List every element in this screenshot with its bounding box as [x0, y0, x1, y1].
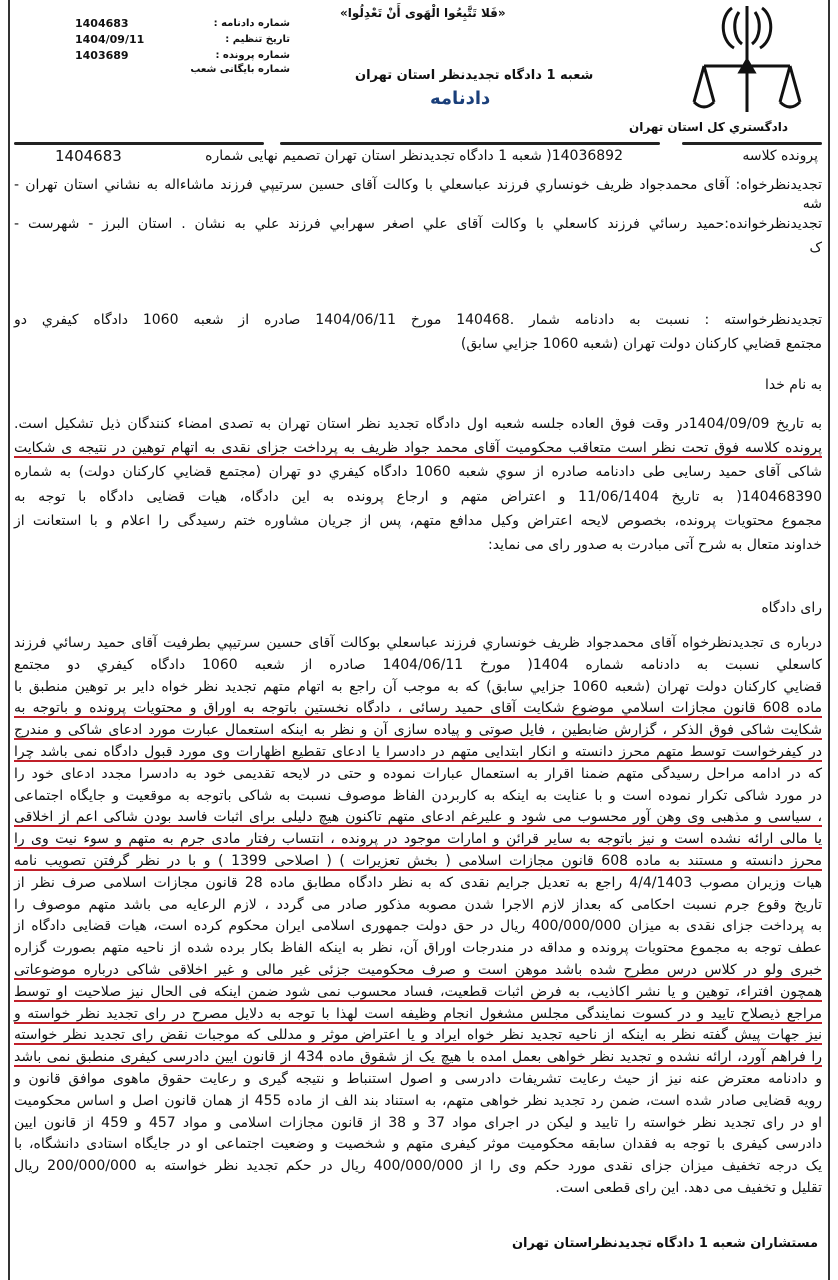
appeal-subject-line: تجدیدنظرخواسته : نسبت به دادنامه شمار .140468 مورخ 1404/06/11 صادره از شعبه 1060 دادگاه كيفري دو	[14, 312, 823, 328]
text-line: پرونده کلاسه فوق تحت نظر است متعاقب محکومیت آقای محمد جواد ظریف به پرداخت جزای نقدی به اتهام توهین در نتیجه ی شکایت	[14, 440, 822, 457]
header-field-label: شماره دادنامه :	[213, 18, 290, 29]
text-line: تقلیل و تخفیف می دهد. این رای قطعی است.	[555, 1180, 822, 1196]
text-line: رویه قضایی صادر شده است، ضمن رد تجدید نظر خواهی متهم، به استناد بند الف از ماده 455 از همان قانون اصل و اساس محکومیت	[14, 1092, 823, 1109]
file-class-text: 14036892( شعبه 1 دادگاه تجدیدنظر استان تهران تصمیم نهایی شماره	[205, 148, 623, 164]
header-field-value: 1403689	[75, 49, 129, 62]
text-line: به پرداخت جزای نقدی به میزان 400/000/000 ریال در حق دولت جمهوری اسلامی ایران محکوم کرده است، هیات قضایی دادگاه از	[14, 918, 822, 935]
text-line: مراجع ذیصلاح تایید و در کسوت نمایندگی مجلس مشغول انجام وظیفه است لهذا با توجه به دلایل مصرح در رای تجدید نظر خواسته و	[14, 1005, 822, 1022]
header-field-label: شماره پرونده :	[215, 50, 290, 61]
text-line: 140468390( به تاریخ 11/06/1404 و اعتراض متهم و ارجاع پرونده به این دادگاه، هیات قضایی دادگاه با توجه به	[14, 488, 822, 505]
text-line: نیز جهات پیش گفته نظر به اینکه از ناحیه تجدید نظر خواه ایراد و یا اعتراض موثر و مدللی که موجبات نقض رای تجدید نظر خواسته	[14, 1027, 822, 1044]
text-line: او در رای تجدید نظر خواسته را تایید و لیکن در اجرای مواد 37 و 38 از قانون مجازات اسلامی و مواد 457 و 459 از قانون ایین	[14, 1114, 822, 1131]
text-line: درباره ی تجدیدنظرخواه آقای محمدجواد ظریف خونساري فرزند عباسعلي بوكالت آقای حسین سرتيپي بطرفيت آقای حمید رسائي فرزند	[14, 635, 822, 651]
text-line: ماده 608 قانون مجازات اسلامي موضوع شكايت آقای حمید رسائی ، دادگاه نخستین باتوجه به اوراق و محتویات پرونده و باتوجه به	[14, 700, 822, 717]
text-line: به تاریخ 1404/09/09در وقت فوق العاده جلسه شعبه اول دادگاه تجدید نظر استان تهران به تصدی امضاء کنندگان ذیل تشکیل است.	[14, 416, 822, 432]
respondent-line-cont: ک	[809, 240, 822, 256]
header-quote: «فَلا تَتَّبِعُوا الْهَوى أَنْ تَعْدِلُوا»	[340, 6, 506, 20]
header-field-label: تاریخ تنظیم :	[225, 34, 290, 45]
text-line: شاکی آقای حمید رسایی طی دادنامه صادره از سوي شعبه 1060 دادگاه كيفري دو تهران (مجتمع قضايي كاركنان دولت) به شماره	[14, 464, 823, 481]
doc-type-title: دادنامه	[430, 88, 491, 109]
text-line: خداوند متعال به شرح آتی مبادرت به صدور رای می نماید:	[488, 537, 822, 553]
text-line: همچون افتراء، توهین و یا نشر اکاذیب، به فرض اثبات قطعیت، فساد محسوب نمی شود ضمن اینکه فی الحال نیز صلاحیت او توسط	[14, 983, 822, 1000]
iran-emblem-icon	[692, 2, 802, 120]
court-name: شعبه 1 دادگاه تجدیدنظر استان تهران	[355, 68, 594, 83]
verdict-title: رای دادگاه	[761, 600, 822, 616]
text-line: ، سیاسی و مذهبی وی وهن آور محسوب می شود و علیرغم ادعای متهم تاکنون هیچ دلیلی برای اثبات فاسد بودن شاکی اعم از اخلاقی	[14, 809, 822, 826]
text-line: یک درجه تخفیف میزان جزای نقدی مورد حکم وی را از 400/000/000 ریال در حکم تجدید نظر خواسته به 200/000/000 ریال	[14, 1158, 822, 1175]
text-line: تاریخ وقوع جرم نسبت احکامی که بعداز لازم الاجرا شدن مصوبه مذکور صادر می گردد ، لازم الرعایه می باشد متهم موصوف را	[14, 896, 822, 913]
text-line: که در ادامه مراحل رسیدگی متهم ضمنا اقرار به استعمال عبارات نموده و حتی در لایحه تقدیمی خود به دادسرا مجدد ادعای خود را	[14, 765, 822, 782]
text-line: در مورد شاکی تکرار نموده است و با عنایت به اینکه به کاربردن الفاظ موصوف نسبت به شاکی باتوجه به موقعیت و جایگاه اجتماعی	[14, 787, 822, 804]
respondent-line: تجدیدنظرخوانده:حمید رسائي فرزند كاسعلي با وكالت آقای علي اصغر سهرابي فرزند علي به نشان . استان البرز - شهرست -	[14, 216, 822, 232]
text-line: هیات وزیران مصوب 4/4/1403 راجع به تعدیل جرایم نقدی که به نظر دادگاه مطابق ماده 28 قانون مجازات اسلامی صرف نظر از	[14, 874, 822, 891]
header-field-label: شماره بایگانی شعب	[190, 64, 290, 75]
file-class-label: پرونده کلاسه	[742, 148, 818, 164]
text-line: قضايي كاركنان دولت تهران (شعبه 1060 جزايي سابق) كه به موجب آن راجع به اتهام متهم تجدید نظر خواه داير بر توهين منطبق با	[14, 678, 822, 695]
org-name: دادگستري كل استان تهران	[628, 120, 788, 134]
appellant-line-cont: شه	[802, 196, 822, 212]
text-line: در کیفرخواست توسط متهم محرز دانسته و انکار ابتدایی متهم در دادسرا یا ادعای تقطیع اظهارات وی مورد قبول دادگاه نمی باشد چرا	[14, 744, 822, 760]
text-line: مجموع محتویات پرونده، بخصوص لایحه اعتراض وکیل مدافع متهم، پس از جریان مشاوره ختم رسیدگی را اعلام و با استعانت از	[14, 512, 822, 529]
header-field-value: 1404683	[75, 17, 129, 30]
header-field-value: 1404/09/11	[75, 33, 145, 46]
text-line: خبری ولو در کلاس درس مطرح شده باشد موهن است و صرف محکومیت جزئی غیر مالی و غیر اخلاقی شاکی درباره موضوعاتی	[14, 962, 822, 978]
text-line: كاسعلي نسبت به دادنامه شماره 1404( مورخ 1404/06/11 صادره از شعبه 1060 دادگاه كيفري دو مجتمع	[14, 656, 822, 673]
text-line: و دادنامه معترض عنه نیز از حیث رعایت تشریفات دادرسی و اصول استنباط و نتیجه گیری و رعایت حقوق ماهوی موافق قانون و	[14, 1071, 822, 1087]
bismillah: به نام خدا	[764, 377, 822, 393]
divider	[14, 142, 264, 145]
text-line: عطف توجه به مجموع محتویات پرونده و مداقه در مندرجات اوراق آن، نظر به اینکه الفاظ بکار برده شده از ناحیه متهم بصورت گزاره	[14, 940, 822, 957]
text-line: شکایت شاکی فوق الذکر ، گزارش ضابطین ، فایل صوتی و پیاده سازی آن و نظر به اینکه استعمال عبارت مورد ادعای شاکی و مندرج	[14, 722, 822, 739]
file-class-number: 1404683	[55, 147, 122, 165]
divider	[682, 142, 822, 145]
appellant-line: تجدیدنظرخواه: آقای محمدجواد ظریف خونساري فرزند عباسعلي با وكالت آقای حسين سرتيپي فرزند ماشاءاله به نشاني استان تهران -	[14, 177, 822, 193]
text-line: دادرسی کیفری با توجه به فقدان سابقه محکومیت موثر کیفری متهم و شخصیت و وضعیت اجتماعی او در جایگاه استادی دانشگاه، با	[14, 1136, 822, 1153]
divider	[280, 142, 660, 145]
text-line: را فراهم آورد، ارائه نشده و تجدید نظر خواهی بعمل امده با هیچ یک از شقوق ماده 434 از قانون ایین دادرسی کیفری منطبق نمی باشد	[14, 1049, 822, 1066]
appeal-subject-line-2: مجتمع قضايي كاركنان دولت تهران (شعبه 1060 جزايي سابق)	[460, 336, 822, 352]
text-line: یا مالی ارائه نشده است و نیز باتوجه به سایر قرائن و امارات موجود در پرونده ، انتساب رفتار مادی جرم به متهم و سوء نیت وی را	[14, 831, 822, 848]
text-line: محرز دانسته و مستند به ماده 608 قانون مجازات اسلامی ( بخش تعزیرات ) ( اصلاحی 1399 ) و با در نظر گرفتن تصویب نامه	[14, 853, 822, 869]
signature-line: مستشاران شعبه 1 دادگاه تجدیدنظراستان تهران	[511, 1236, 818, 1251]
